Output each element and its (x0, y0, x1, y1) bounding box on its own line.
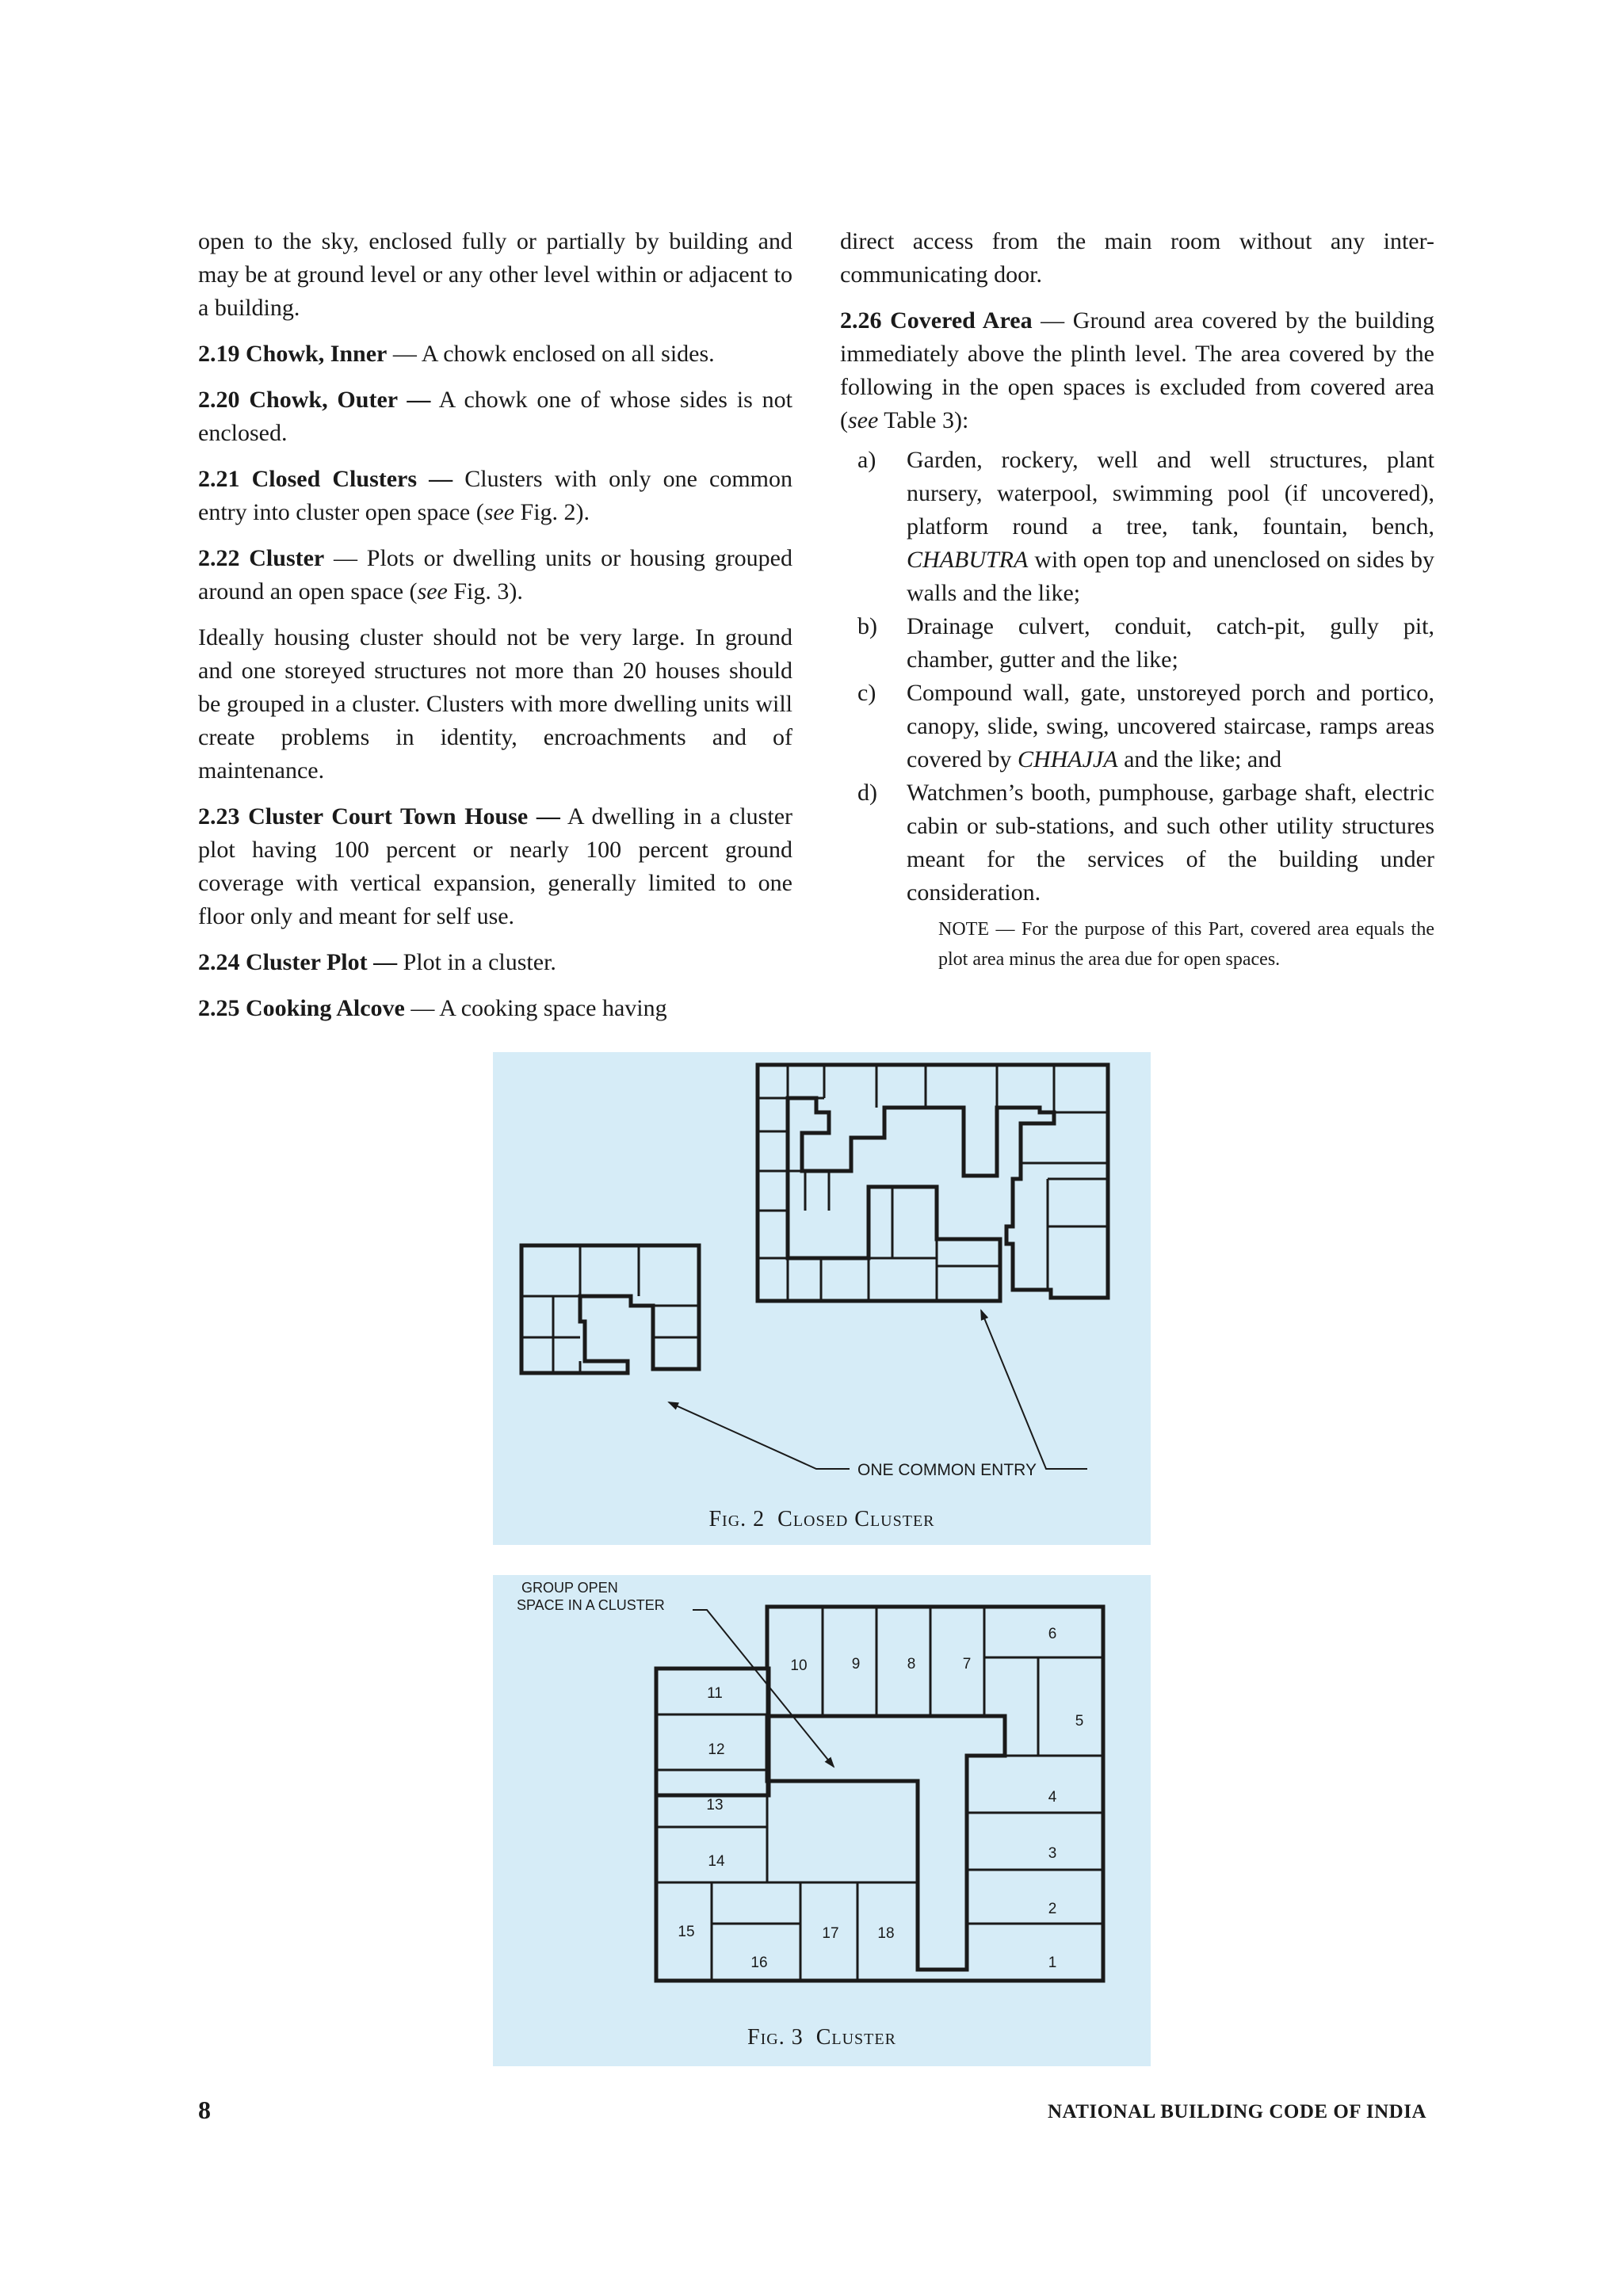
term-cluster-court-town-house: 2.23 Cluster Court Town House — (198, 803, 560, 830)
entry-arrow-right (981, 1310, 1087, 1469)
plot-label-14: 14 (708, 1853, 725, 1870)
plot-label-12: 12 (708, 1741, 725, 1758)
section-2-22: 2.22 Cluster — Plots or dwelling units or housing grouped around an open space (see Fig. 3). (198, 545, 793, 605)
left-column (198, 225, 792, 1038)
plot-label-11: 11 (707, 1685, 723, 1702)
plot-label-4: 4 (1048, 1789, 1057, 1806)
closed-cluster-diagram (493, 1052, 1151, 1545)
list-item: b) Drainage culvert, conduit, catch-pit, gully pit, chamber, gutter and the like; (857, 613, 1434, 673)
large-cluster-outline (758, 1065, 1108, 1301)
section-2-19: 2.19 Chowk, Inner — A chowk enclosed on all sides. (198, 341, 715, 367)
cluster-diagram (493, 1575, 1151, 2066)
term-chowk-outer: 2.20 Chowk, Outer — (198, 387, 431, 413)
plot-label-7: 7 (962, 1656, 972, 1672)
section-2-20: 2.20 Chowk, Outer — A chowk one of whose sides is not enclosed. (198, 387, 792, 446)
term-cluster-plot: 2.24 Cluster Plot — (198, 949, 398, 975)
plot-label-18: 18 (877, 1925, 895, 1942)
publication-title: NATIONAL BUILDING CODE OF INDIA (1047, 2101, 1426, 2122)
plot-label-5: 5 (1075, 1713, 1084, 1730)
section-2-24: 2.24 Cluster Plot — Plot in a cluster. (198, 949, 556, 975)
plot-label-10: 10 (790, 1657, 808, 1674)
section-2-21: 2.21 Closed Clusters — Clusters with only one common entry into cluster open space (see Fig. 2). (198, 466, 792, 525)
plot-label-15: 15 (678, 1924, 695, 1940)
plot-label-2: 2 (1048, 1901, 1057, 1917)
ideally-paragraph: Ideally housing cluster should not be very large. In ground and one storeyed structures not more than 20 houses should be grouped in a cluster. Clusters with more dwelling units will create problems in identity, encroachments and of maintenance. (198, 624, 792, 784)
entry-label: ONE COMMON ENTRY (857, 1461, 1037, 1479)
figure-2-caption: Fig. 2 Closed Cluster (708, 1507, 935, 1531)
plot-label-16: 16 (750, 1955, 768, 1971)
term-cooking-alcove: 2.25 Cooking Alcove (198, 995, 405, 1021)
small-cluster-outline (521, 1245, 699, 1373)
plot-label-9: 9 (851, 1656, 861, 1672)
page-number: 8 (198, 2096, 211, 2124)
plot-label-8: 8 (907, 1656, 916, 1672)
list-item: a) Garden, rockery, well and well structures, plant nursery, waterpool, swimming pool (if uncovered), platform round a tree, tank, fountain, bench, CHABUTRA with open top and unenclosed on sides by walls and the like; (857, 447, 1434, 606)
figure-3-caption: Fig. 3 Cluster (747, 2025, 896, 2050)
section-2-26: 2.26 Covered Area — Ground area covered by the building immediately above the plinth level. The area covered by the following in the open spaces is excluded from covered area (see Table 3): (840, 307, 1435, 433)
plot-label-3: 3 (1048, 1845, 1057, 1862)
term-cluster: 2.22 Cluster (198, 545, 325, 571)
intro-paragraph: open to the sky, enclosed fully or partially by building and may be at ground level or any other level within or adjacent to a building. (198, 228, 792, 321)
section-2-25: 2.25 Cooking Alcove — A cooking space having (198, 995, 667, 1021)
list-item: d) Watchmen’s booth, pumphouse, garbage shaft, electric cabin or sub-stations, and such other utility structures meant for the services of the building under consideration. (857, 780, 1434, 906)
right-column (840, 225, 1434, 974)
continuation-paragraph: direct access from the main room without any inter-communicating door. (840, 228, 1434, 288)
plot-label-6: 6 (1048, 1626, 1057, 1642)
figure-closed-cluster (493, 1052, 1151, 1545)
note: NOTE — For the purpose of this Part, covered area equals the plot area minus the area due for open spaces. (938, 919, 1434, 970)
open-space-label-line1: GROUP OPEN (521, 1580, 618, 1596)
term-chowk-inner: 2.19 Chowk, Inner (198, 341, 388, 367)
list-item: c) Compound wall, gate, unstoreyed porch and portico, canopy, slide, swing, uncovered staircase, ramps areas covered by CHHAJJA and the like; and (857, 680, 1434, 772)
plot-label-13: 13 (706, 1797, 724, 1814)
term-closed-clusters: 2.21 Closed Clusters — (198, 466, 453, 492)
term-covered-area: 2.26 Covered Area (840, 307, 1033, 334)
entry-arrow-left (669, 1402, 850, 1469)
plot-label-17: 17 (822, 1925, 839, 1942)
covered-area-exclusions-list (840, 444, 1434, 910)
section-2-23: 2.23 Cluster Court Town House — A dwelling in a cluster plot having 100 percent or nearly 100 percent ground coverage with vertical expansion, generally limited to one floor only and meant for self use. (198, 803, 792, 929)
figure-cluster (493, 1575, 1151, 2066)
open-space-label-line2: SPACE IN A CLUSTER (517, 1597, 665, 1613)
plot-label-1: 1 (1048, 1955, 1057, 1971)
